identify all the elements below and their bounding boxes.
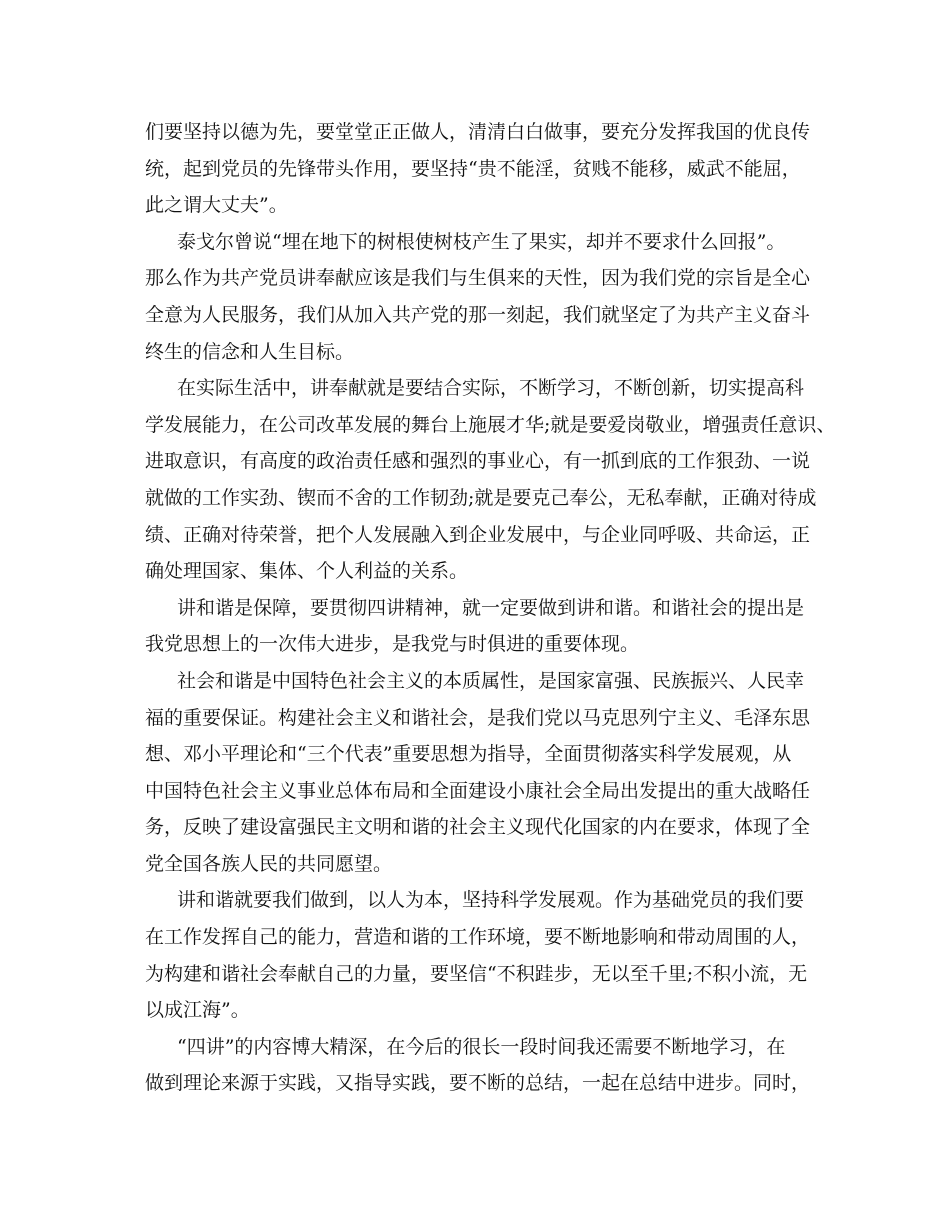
text-line: 为构建和谐社会奉献自己的力量，要坚信“不积跬步，无以至千里;不积小流，无 bbox=[145, 962, 808, 985]
text-line: 进取意识，有高度的政治责任感和强烈的事业心，有一抓到底的工作狠劲、一说 bbox=[145, 450, 811, 473]
text-line: 们要坚持以德为先，要堂堂正正做人，清清白白做事，要充分发挥我国的优良传 bbox=[145, 121, 811, 143]
text-line: 就做的工作实劲、锲而不舍的工作韧劲;就是要克己奉公，无私奉献，正确对待成 bbox=[145, 486, 817, 509]
text-line: “四讲”的内容博大精深，在今后的很长一段时间我还需要不断地学习，在 bbox=[177, 1035, 786, 1058]
text-line: 社会和谐是中国特色社会主义的本质属性，是国家富强、民族振兴、人民幸 bbox=[177, 669, 805, 692]
text-line: 泰戈尔曾说“埋在地下的树根使树枝产生了果实，却并不要求什么回报”。 bbox=[177, 230, 786, 253]
text-line: 以成江海”。 bbox=[145, 999, 250, 1022]
text-line: 统，起到党员的先锋带头作用，要坚持“贵不能淫，贫贱不能移，威武不能屈， bbox=[145, 157, 801, 180]
text-line: 学发展能力，在公司改革发展的舞台上施展才华;就是要爱岗敬业，增强责任意识、 bbox=[145, 413, 836, 436]
text-line: 确处理国家、集体、个人利益的关系。 bbox=[145, 560, 469, 583]
text-line: 中国特色社会主义事业总体布局和全面建设小康社会全局出发提出的重大战略任 bbox=[145, 779, 811, 802]
text-line: 讲和谐是保障，要贯彻四讲精神，就一定要做到讲和谐。和谐社会的提出是 bbox=[177, 596, 805, 619]
text-line: 务，反映了建设富强民主文明和谐的社会主义现代化国家的内在要求，体现了全 bbox=[145, 816, 811, 839]
text-line: 做到理论来源于实践，又指导实践，要不断的总结，一起在总结中进步。同时， bbox=[145, 1072, 811, 1095]
text-line: 全意为人民服务，我们从加入共产党的那一刻起，我们就坚定了为共产主义奋斗 bbox=[145, 303, 811, 326]
text-line: 此之谓大丈夫”。 bbox=[145, 194, 288, 217]
text-line: 想、邓小平理论和“三个代表”重要思想为指导，全面贯彻落实科学发展观，从 bbox=[145, 743, 792, 766]
text-line: 那么作为共产党员讲奉献应该是我们与生俱来的天性，因为我们党的宗旨是全心 bbox=[145, 267, 811, 290]
text-line: 在工作发挥自己的能力，营造和谐的工作环境，要不断地影响和带动周围的人， bbox=[145, 926, 811, 949]
text-line: 终生的信念和人生目标。 bbox=[145, 340, 355, 363]
text-line: 我党思想上的一次伟大进步，是我党与时俱进的重要体现。 bbox=[145, 633, 640, 656]
document-body bbox=[145, 114, 835, 1102]
text-line: 在实际生活中，讲奉献就是要结合实际，不断学习，不断创新，切实提高科 bbox=[177, 377, 805, 400]
text-line: 绩、正确对待荣誉，把个人发展融入到企业发展中，与企业同呼吸、共命运，正 bbox=[145, 523, 811, 546]
text-line: 福的重要保证。构建社会主义和谐社会，是我们党以马克思列宁主义、毛泽东思 bbox=[145, 706, 811, 729]
text-line: 讲和谐就要我们做到，以人为本，坚持科学发展观。作为基础党员的我们要 bbox=[177, 889, 805, 912]
text-line: 党全国各族人民的共同愿望。 bbox=[145, 852, 393, 875]
